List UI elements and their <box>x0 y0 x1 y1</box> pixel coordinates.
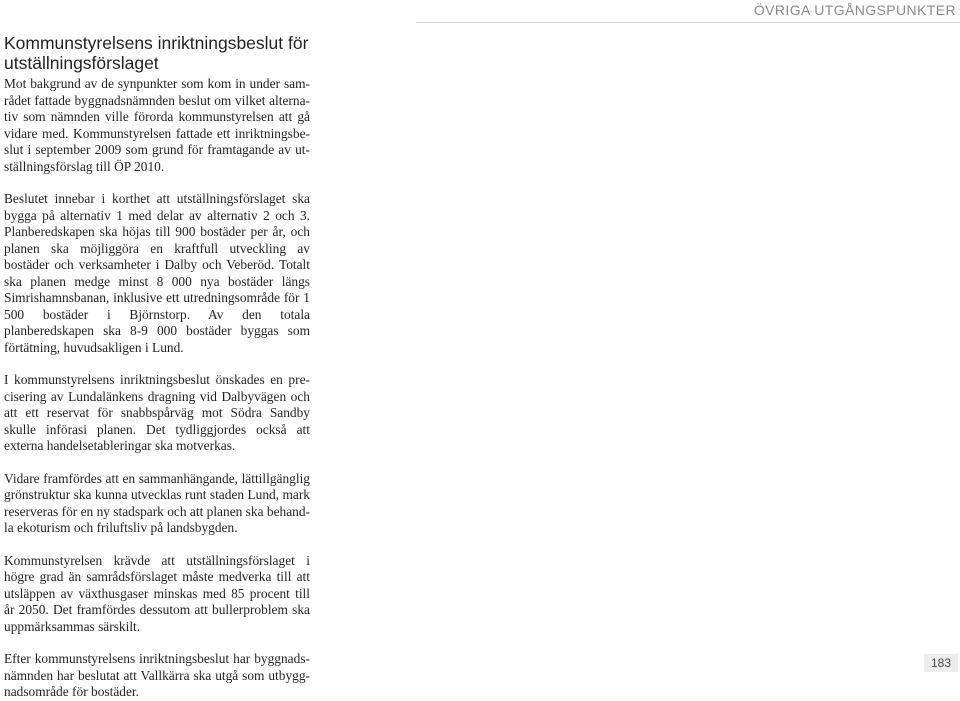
header-rule <box>416 22 960 23</box>
page-number: 183 <box>924 654 958 672</box>
text-column <box>4 33 310 701</box>
article-heading: Kommunstyrelsens inriktningsbeslut för utställningsförslaget <box>4 33 309 73</box>
paragraph-emissions: Kommunstyrelsen krävde att utställningsförslaget i högre grad än samrådsförslaget måste medverka till att utsläppen av växthusgaser minskas med 85 procent till år 2050. Det framfördes dessutom att bullerproblem ska uppmärksammas särskilt. <box>4 552 310 634</box>
paragraph-green-structure: Vidare framfördes att en sammanhängande, lättillgänglig grönstruktur ska kunna utvecklas runt staden Lund, mark reserveras för en ny stadspark och att planen ska behandla ekoturism och friluftsliv på landsbygden. <box>4 470 311 535</box>
paragraph-background: Mot bakgrund av de synpunkter som kom in under samrådet fattade byggnadsnämnden beslut om vilket alternativ som nämnden ville förorda kommunstyrelsen att gå vidare med. Kommunstyrelsen fattade ett inriktningsbeslut i september 2009 som grund för framtagande av utställningsförslag till ÖP 2010. <box>4 76 310 174</box>
paragraph-vallkarra: Efter kommunstyrelsens inriktningsbeslut har byggnadsnämnden har beslutat att Vallkärra ska utgå som utbyggnadsområde för bostäder. <box>4 651 310 699</box>
running-header-section-title: ÖVRIGA UTGÅNGSPUNKTER <box>753 2 956 18</box>
paragraph-decision-summary: Beslutet innebar i korthet att utställningsförslaget ska bygga på alternativ 1 med delar av alternativ 2 och 3. Planberedskapen ska höjas till 900 bostäder per år, och planen ska möjliggöra en kraftfull utveckling av bostäder och verksamheter i Dalby och Veberöd. Totalt ska planen medge minst 8 000 nya bostäder längs Simrishamnsbanan, inklusive ett utredningsområde för 1 500 bostäder i Björnstorp. Av den totala planberedskapen ska 8-9 000 bostäder byggas som förtätning, huvudsakligen i Lund. <box>4 191 310 355</box>
paragraph-lundalanken: I kommunstyrelsens inriktningsbeslut önskades en precisering av Lundalänkens dragning vid Dalbyvägen och att ett reservat för snabbspårväg mot Södra Sandby skulle införasi planen. Det tydliggjordes också att externa handelsetableringar ska motverkas. <box>4 372 310 453</box>
